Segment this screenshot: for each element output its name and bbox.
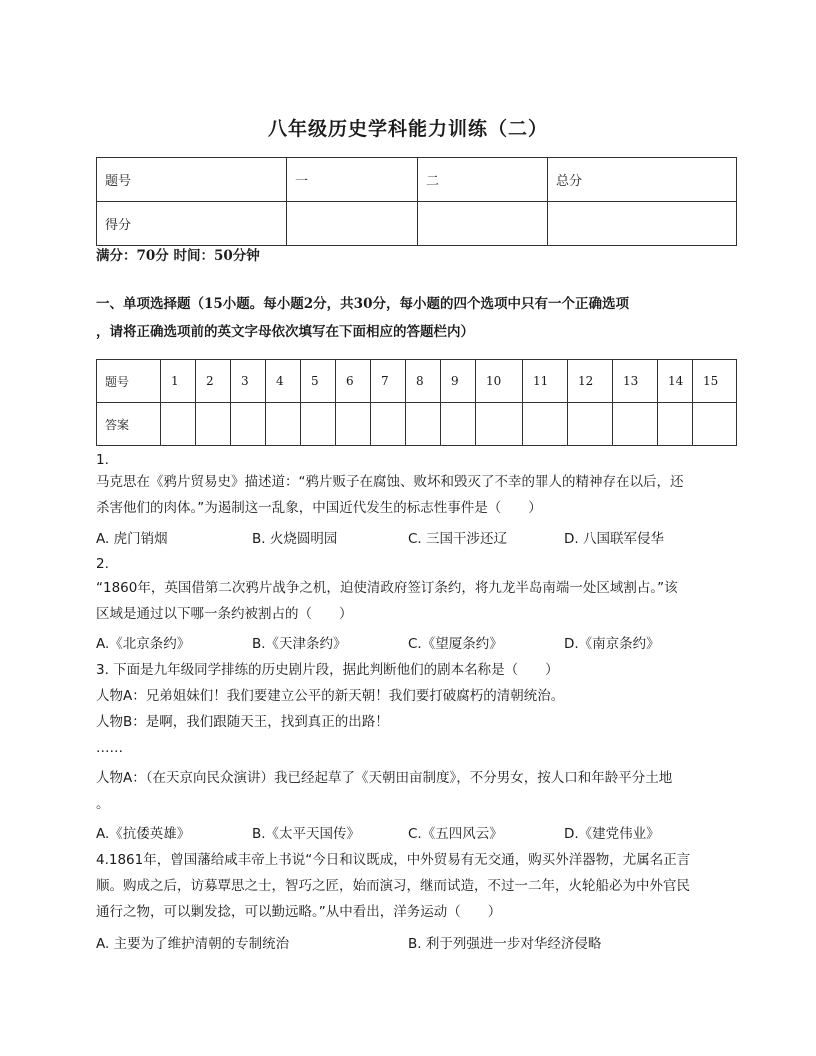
question-text: 马克思在《鸦片贸易史》描述道：“鸦片贩子在腐蚀、败坏和毁灭了不幸的罪人的精神存在以后，还: [96, 474, 684, 490]
question-text: 区域是通过以下哪一条约被割占的（ ）: [96, 606, 353, 622]
answer-cell: [693, 403, 737, 446]
option-c: C. 三国干涉还辽: [408, 531, 508, 547]
option-b: B. 利于列强进一步对华经济侵略: [408, 936, 602, 952]
question-text: 人物B：是啊，我们跟随天王，找到真正的出路！: [96, 714, 389, 730]
score-row-label: 得分: [97, 202, 287, 246]
page-title: 八年级历史学科能力训练（二）: [267, 118, 548, 140]
table-row: [97, 360, 737, 403]
option-d: D.《南京条约》: [564, 636, 660, 652]
option-d: D.《建党伟业》: [564, 826, 660, 842]
answer-number-cell: 1: [161, 360, 196, 403]
section-heading-line1: 一、单项选择题（15小题。每小题2分，共30分，每小题的四个选项中只有一个正确选项: [96, 296, 629, 312]
score-header-cell: 题号: [97, 158, 287, 202]
answer-number-cell: 3: [231, 360, 266, 403]
answer-number-cell: 9: [441, 360, 476, 403]
answer-row-label: 答案: [97, 403, 161, 446]
answer-cell: [196, 403, 231, 446]
answer-number-cell: 6: [336, 360, 371, 403]
answer-number-cell: 15: [693, 360, 737, 403]
answer-cell: [476, 403, 523, 446]
question-text: 3. 下面是九年级同学排练的历史剧片段，据此判断他们的剧本名称是（ ）: [96, 662, 559, 678]
answer-number-cell: 7: [371, 360, 406, 403]
question-text: “1860年，英国借第二次鸦片战争之机，迫使清政府签订条约，将九龙半岛南端一处区域割占。”该: [96, 580, 678, 596]
answer-header-label: 题号: [97, 360, 161, 403]
option-a: A.《北京条约》: [96, 636, 191, 652]
question-text: 人物A：（在天京向民众演讲）我已经起草了《天朝田亩制度》，不分男女，按人口和年龄平分土地: [96, 770, 673, 786]
answer-cell: [161, 403, 196, 446]
answer-number-cell: 12: [568, 360, 613, 403]
option-b: B.《太平天国传》: [252, 826, 361, 842]
option-d: D. 八国联军侵华: [564, 531, 664, 547]
score-table: [96, 157, 737, 246]
answer-number-cell: 5: [301, 360, 336, 403]
answer-number-cell: 8: [406, 360, 441, 403]
question-text: ……: [96, 740, 123, 756]
option-c: C.《五四风云》: [408, 826, 503, 842]
answer-number-cell: 4: [266, 360, 301, 403]
answer-cell: [371, 403, 406, 446]
score-cell: [287, 202, 418, 246]
option-b: B.《天津条约》: [252, 636, 347, 652]
question-text: 。: [96, 796, 110, 812]
table-row: [97, 158, 737, 202]
answer-number-cell: 13: [613, 360, 658, 403]
question-text: 顺。购成之后，访募覃思之士，智巧之匠，始而演习，继而试造，不过一二年，火轮船必为中外官民: [96, 878, 690, 894]
option-a: A.《抗倭英雄》: [96, 826, 191, 842]
option-b: B. 火烧圆明园: [252, 531, 338, 547]
option-a: A. 虎门销烟: [96, 531, 168, 547]
score-cell: [548, 202, 737, 246]
question-text: 人物A：兄弟姐妹们！我们要建立公平的新天朝！我们要打破腐朽的清朝统治。: [96, 688, 565, 704]
score-header-cell: 总分: [548, 158, 737, 202]
answer-cell: [266, 403, 301, 446]
table-row: [97, 403, 737, 446]
answer-cell: [658, 403, 693, 446]
option-c: C.《望厦条约》: [408, 636, 503, 652]
question-text: 通行之物，可以剿发捻，可以勤远略。”从中看出，洋务运动（ ）: [96, 904, 502, 920]
section-heading-line2: ，请将正确选项前的英文字母依次填写在下面相应的答题栏内）: [96, 324, 474, 340]
question-number: 2.: [96, 556, 109, 572]
answer-cell: [301, 403, 336, 446]
exam-meta: 满分：70分 时间：50分钟: [96, 248, 260, 264]
score-cell: [418, 202, 548, 246]
score-header-cell: 一: [287, 158, 418, 202]
answer-number-cell: 14: [658, 360, 693, 403]
answer-number-cell: 2: [196, 360, 231, 403]
answer-cell: [406, 403, 441, 446]
answer-cell: [441, 403, 476, 446]
answer-cell: [613, 403, 658, 446]
option-a: A. 主要为了维护清朝的专制统治: [96, 936, 290, 952]
question-number: 1.: [96, 452, 109, 468]
answer-cell: [523, 403, 568, 446]
answer-cell: [568, 403, 613, 446]
answer-table: [96, 359, 737, 446]
question-text: 4.1861年，曾国藩给咸丰帝上书说“今日和议既成，中外贸易有无交通，购买外洋器物，尤属名正言: [96, 852, 691, 868]
score-header-cell: 二: [418, 158, 548, 202]
answer-cell: [336, 403, 371, 446]
answer-cell: [231, 403, 266, 446]
answer-number-cell: 11: [523, 360, 568, 403]
table-row: [97, 202, 737, 246]
question-text: 杀害他们的肉体。”为遏制这一乱象，中国近代发生的标志性事件是（ ）: [96, 500, 542, 516]
answer-number-cell: 10: [476, 360, 523, 403]
